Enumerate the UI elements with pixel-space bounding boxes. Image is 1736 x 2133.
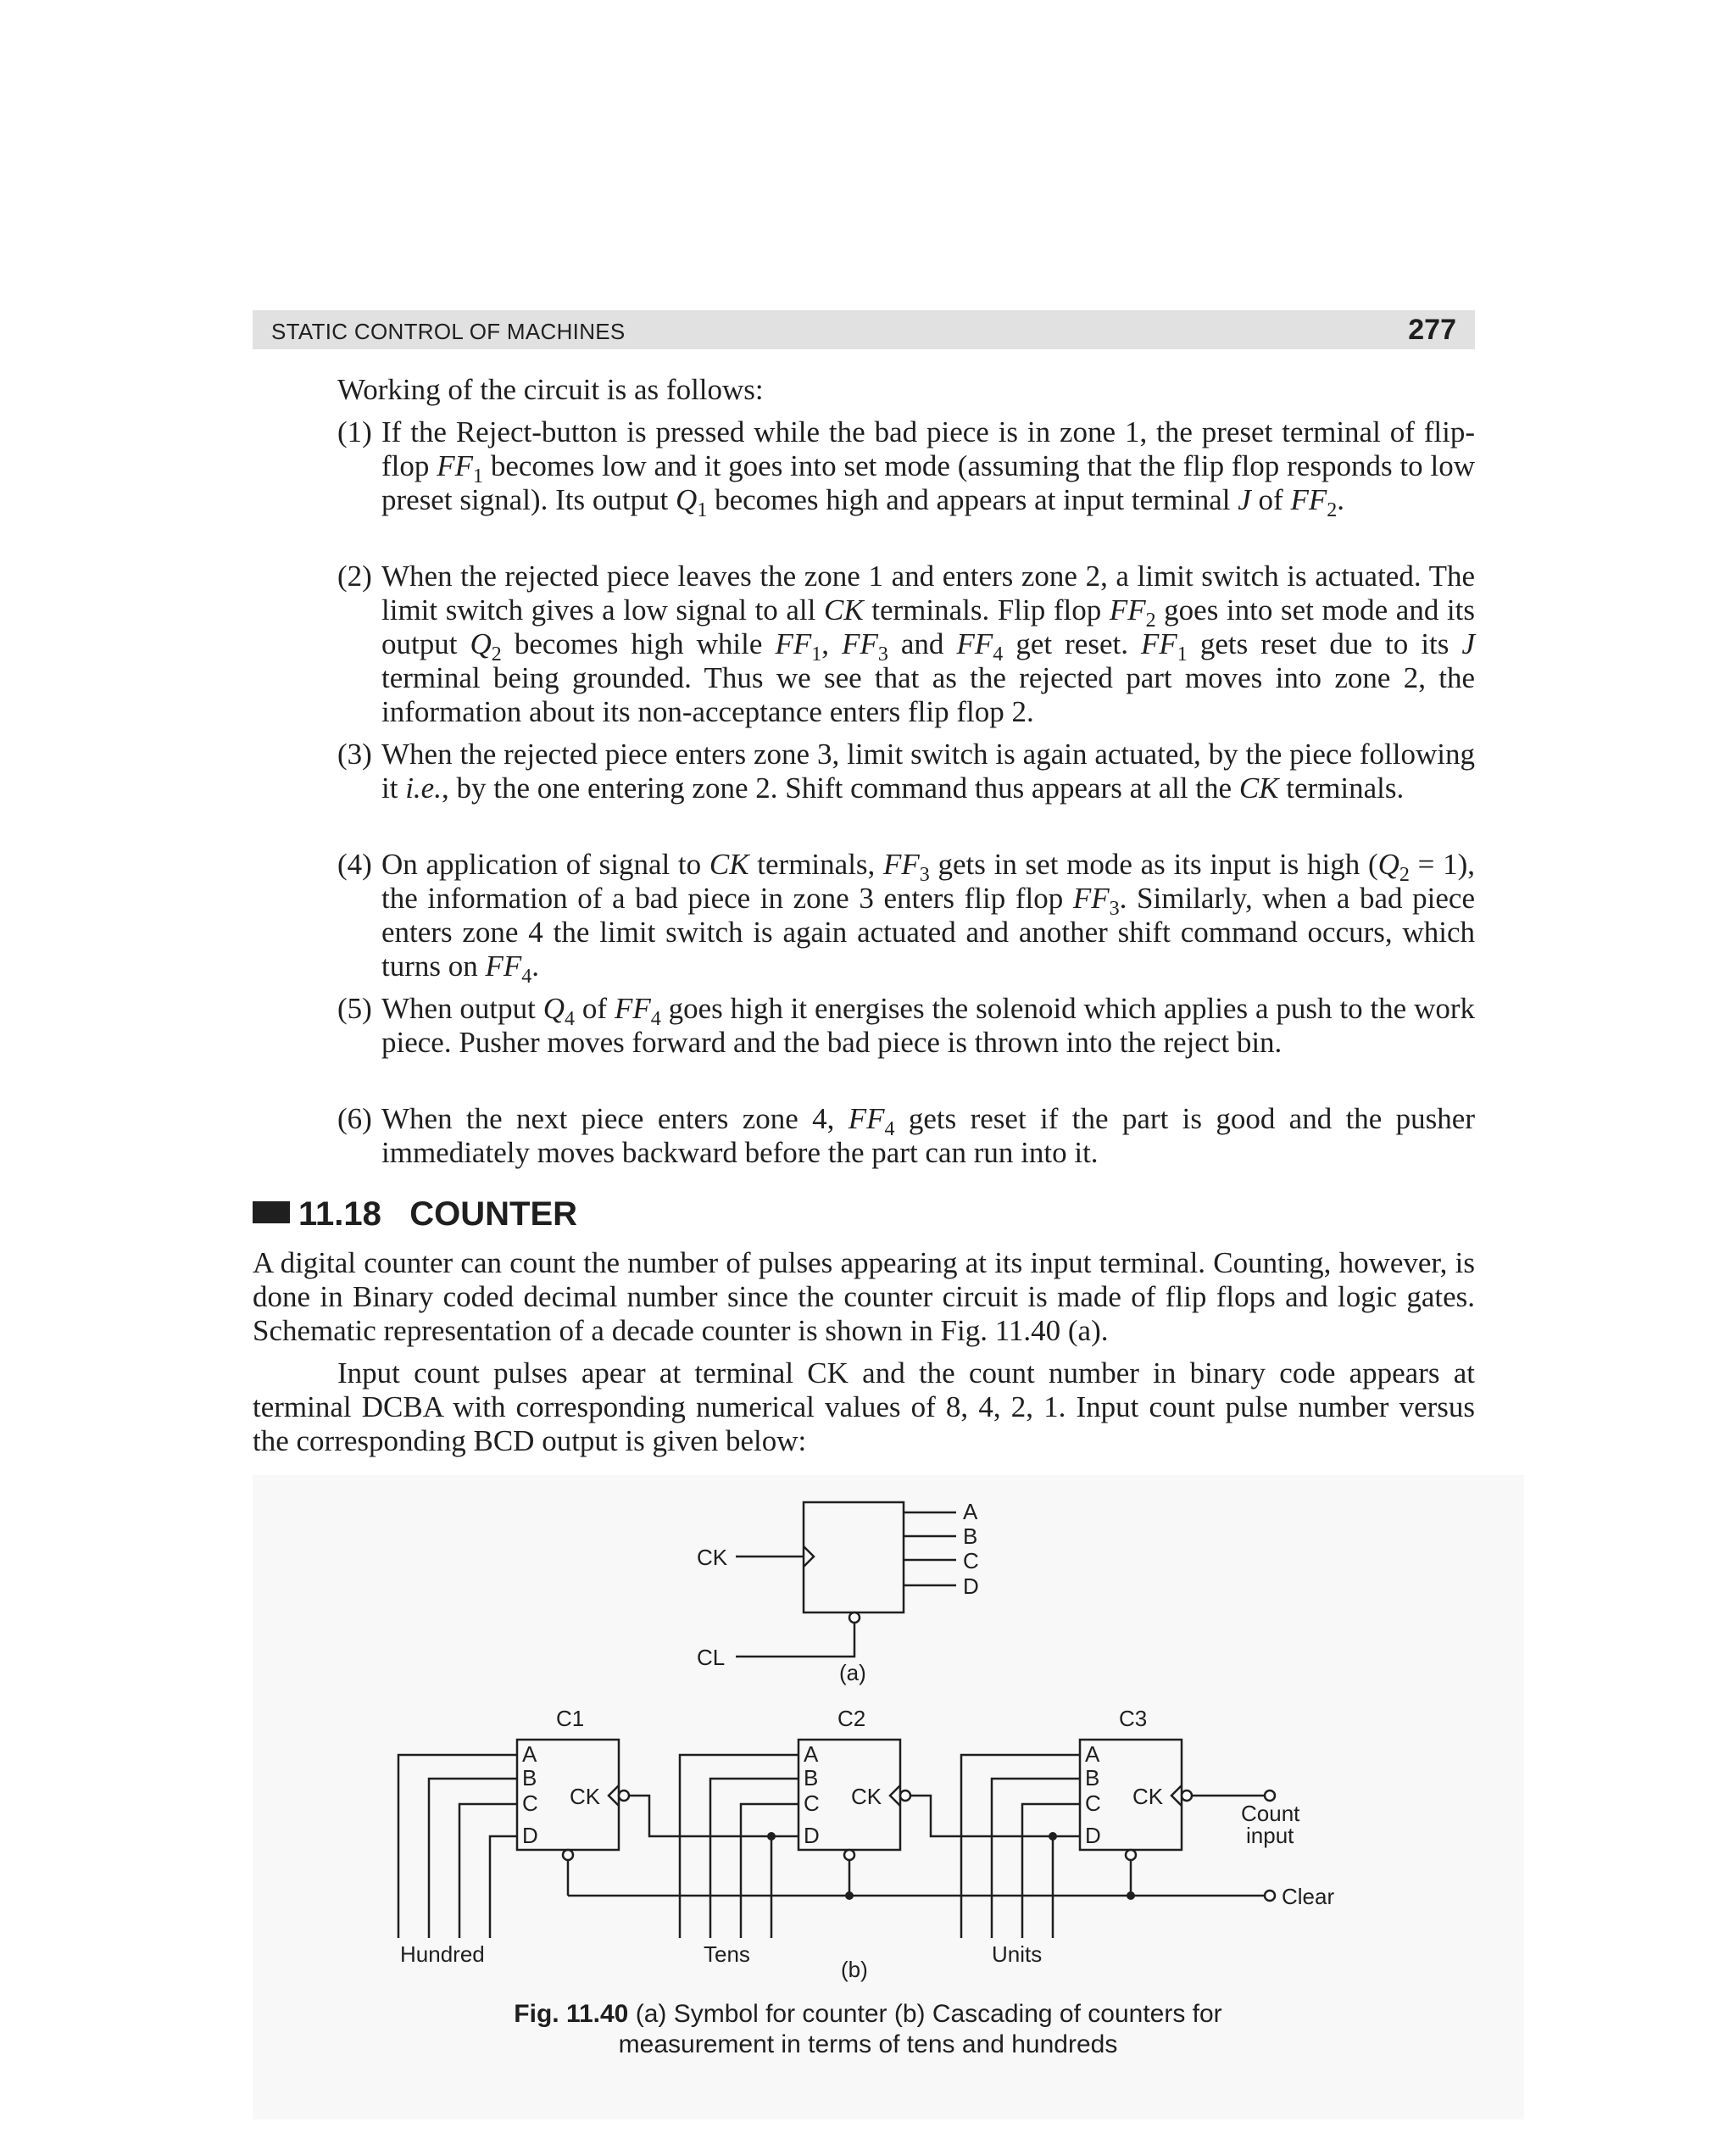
counter-label: C2 (837, 1706, 866, 1731)
pin-label: B (522, 1765, 537, 1790)
pin-label: B (804, 1765, 819, 1790)
list-item-text: When the rejected piece enters zone 3, limit switch is again actuated, by the piece following it i.e., by the one entering zone 2. Shift command thus appears at all the CK terminals. (381, 738, 1475, 805)
group-label-hundred: Hundred (400, 1941, 485, 1967)
count-input-label: Count (1241, 1801, 1300, 1826)
output-label: B (963, 1523, 978, 1549)
list-item (337, 738, 1475, 805)
list-item-text: When the next piece enters zone 4, $FF_4$ gets reset if the part is good and the pusher immediately moves backward before the part can run into it. (381, 1102, 1475, 1169)
count-input-label: input (1246, 1823, 1294, 1848)
pin-label: A (1085, 1741, 1100, 1767)
ck-pin-label: CK (570, 1784, 601, 1809)
pin-label: A (522, 1741, 537, 1767)
caption-text: (a) Symbol for counter (b) Cascading of counters for (628, 2000, 1222, 2028)
clear-label: Clear (1282, 1884, 1335, 1909)
figure-a-label: (a) (839, 1660, 866, 1685)
pin-label: C (522, 1790, 538, 1816)
ck-label: CK (697, 1545, 728, 1570)
section-heading (253, 1195, 577, 1234)
pin-label: D (1085, 1823, 1101, 1848)
list-item (337, 848, 1475, 988)
list-item-number: (3) (337, 738, 372, 771)
output-label: D (963, 1573, 979, 1599)
paragraph (253, 1356, 1475, 1458)
output-label: C (963, 1548, 979, 1573)
output-label: A (963, 1499, 978, 1524)
running-header (253, 310, 1475, 349)
list-item-number: (2) (337, 560, 372, 593)
pin-label: C (804, 1790, 820, 1816)
header-title: STATIC CONTROL OF MACHINES (271, 319, 626, 344)
group-label-tens: Tens (704, 1941, 750, 1967)
counter-label: C3 (1119, 1706, 1148, 1731)
list-item-number: (6) (337, 1102, 372, 1135)
list-item-text: When the rejected piece leaves the zone 1 and enters zone 2, a limit switch is actuated. The limit switch gives a low signal to all CK terminals. Flip flop $FF_2$ goes into set mode and its output $Q_2$ becomes high while $FF_1$, $FF_3$ and $FF_4$ get reset. $FF_1$ gets reset due to its J terminal being grounded. Thus we see that as the rejected part moves into zone 2, the information about its non-acceptance enters flip flop 2. (381, 560, 1475, 728)
pin-label: D (804, 1823, 820, 1848)
paragraph-text: Input count pulses apear at terminal CK and the count number in binary code appears at terminal DCBA with corresponding numerical values of 8, 4, 2, 1. Input count pulse number versus the corresponding BCD output is given below: (253, 1356, 1475, 1457)
pin-label: C (1085, 1790, 1101, 1816)
intro-text: Working of the circuit is as follows: (337, 373, 764, 406)
page-number: 277 (1408, 314, 1456, 346)
figure-caption (0, 1999, 1736, 2030)
list-item (337, 992, 1475, 1060)
list-item-number: (1) (337, 415, 372, 448)
list-item-text: When output $Q_4$ of $FF_4$ goes high it energises the solenoid which applies a push to the work piece. Pusher moves forward and the bad piece is thrown into the reject bin. (381, 992, 1475, 1059)
ck-pin-label: CK (851, 1784, 882, 1809)
pin-label: D (522, 1823, 538, 1848)
counter-label: C1 (556, 1706, 585, 1731)
list-item-number: (4) (337, 848, 372, 881)
list-item (337, 1102, 1475, 1170)
figure-b-label: (b) (841, 1957, 868, 1982)
group-label-units: Units (992, 1941, 1043, 1967)
list-item-number: (5) (337, 992, 372, 1025)
cl-label: CL (697, 1645, 726, 1670)
list-item-text: If the Reject-button is pressed while the bad piece is in zone 1, the preset terminal of flip-flop $FF_1$ becomes low and it goes into set mode (assuming that the flip flop responds to low preset signal). Its output $Q_1$ becomes high and appears at input terminal J of $FF_2$. (381, 415, 1475, 521)
list-item (337, 415, 1475, 521)
pin-label: A (804, 1741, 819, 1767)
figure-caption-line2: measurement in terms of tens and hundreds (618, 2030, 1118, 2058)
section-title: COUNTER (409, 1195, 578, 1233)
section-number: 11.18 (298, 1195, 381, 1233)
list-item (337, 560, 1475, 729)
list-item-text: On application of signal to CK terminals, $FF_3$ gets in set mode as its input is high $(Q_2 = 1)$, the information of a bad piece in zone 3 enters flip flop $FF_3$. Similarly, when a bad piece enters zone 4 the limit switch is again actuated and another shift command occurs, which turns on $FF_4$. (381, 848, 1475, 988)
section-bar-icon (253, 1201, 290, 1223)
paragraph (253, 1246, 1475, 1348)
pin-label: B (1085, 1765, 1100, 1790)
paragraph-text: A digital counter can count the number of pulses appearing at its input terminal. Counting, however, is done in Binary coded decimal number since the counter circuit is made of flip flops and logic gates. Schematic representation of a decade counter is shown in Fig. 11.40 (a). (253, 1246, 1475, 1347)
ck-pin-label: CK (1132, 1784, 1164, 1809)
caption-fig-number: Fig. 11.40 (514, 2000, 629, 2028)
